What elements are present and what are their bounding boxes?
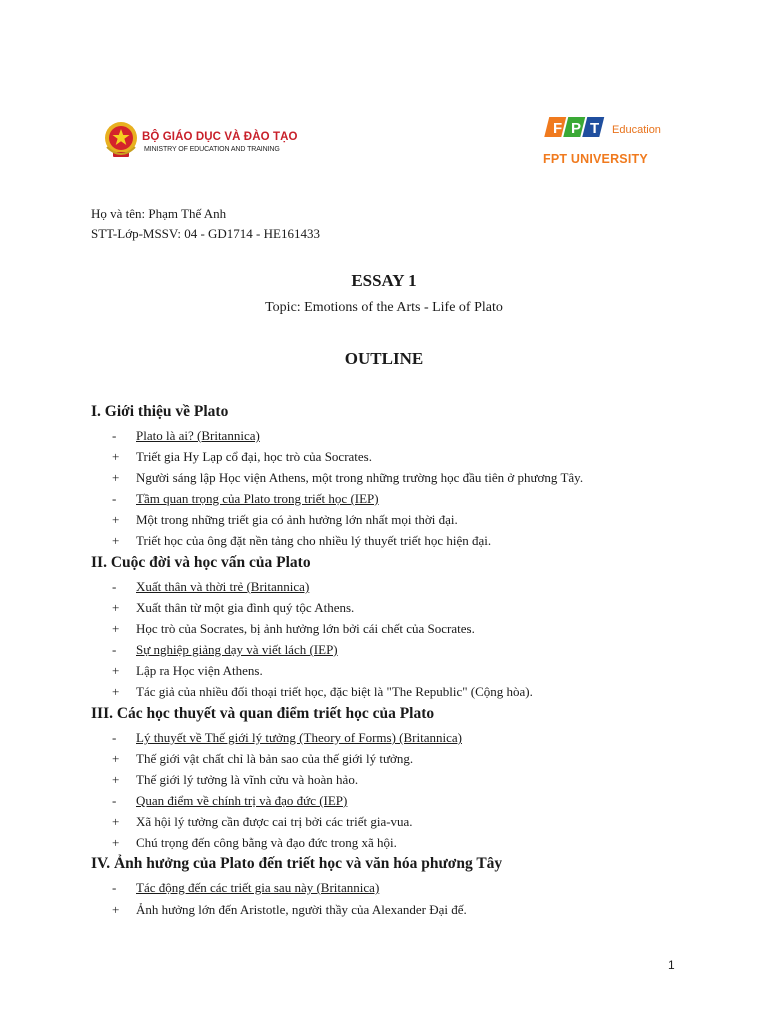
list-item: [112, 449, 372, 465]
list-marker: -: [112, 730, 117, 745]
item-text: Triết học của ông đặt nền tảng cho nhiều lý thuyết triết học hiện đại.: [136, 533, 492, 548]
list-marker: +: [112, 663, 120, 678]
list-marker: +: [112, 684, 120, 699]
list-item: [112, 600, 354, 616]
list-marker: +: [112, 835, 120, 850]
subheading-text: Quan điểm về chính trị và đạo đức (IEP): [136, 793, 348, 808]
list-marker: +: [112, 814, 120, 829]
subheading-text: Sự nghiệp giảng dạy và viết lách (IEP): [136, 642, 338, 657]
svg-text:F: F: [553, 120, 563, 137]
list-marker: +: [112, 470, 120, 485]
fpt-logo-icon: [540, 114, 612, 142]
list-item: [112, 835, 397, 851]
list-marker: +: [112, 600, 120, 615]
essay-topic: Topic: Emotions of the Arts - Life of Plato: [265, 300, 503, 315]
svg-text:T: T: [590, 120, 600, 137]
list-item: [112, 730, 462, 746]
subheading-text: Tác động đến các triết gia sau này (Britannica): [136, 880, 380, 895]
section-heading: IV. Ảnh hưởng của Plato đến triết học và văn hóa phương Tây: [91, 855, 503, 872]
student-name: Họ và tên: Phạm Thế Anh: [91, 206, 227, 221]
page-number: 1: [668, 958, 675, 972]
fpt-university-label: FPT UNIVERSITY: [543, 152, 648, 166]
section-heading: I. Giới thiệu về Plato: [91, 403, 229, 420]
list-marker: -: [112, 793, 117, 808]
list-item: [112, 772, 358, 788]
list-marker: +: [112, 533, 120, 548]
list-item: [112, 814, 413, 830]
subheading-text: Xuất thân và thời trẻ (Britannica): [136, 579, 310, 594]
list-item: [112, 642, 338, 658]
list-marker: +: [112, 902, 120, 917]
item-text: Thế giới lý tưởng là vĩnh cửu và hoàn hảo.: [136, 772, 359, 787]
fpt-education-label: Education: [612, 124, 661, 136]
list-item: [112, 902, 467, 918]
list-item: [112, 880, 379, 896]
item-text: Người sáng lập Học viện Athens, một trong những trường học đầu tiên ở phương Tây.: [136, 470, 584, 485]
list-item: [112, 512, 458, 528]
essay-title: ESSAY 1: [351, 271, 417, 290]
list-item: [112, 751, 413, 767]
list-item: [112, 533, 491, 549]
ministry-title: BỘ GIÁO DỤC VÀ ĐÀO TẠO: [142, 131, 298, 143]
list-marker: +: [112, 449, 120, 464]
ministry-subtitle: MINISTRY OF EDUCATION AND TRAINING: [144, 146, 280, 153]
list-marker: +: [112, 772, 120, 787]
fpt-logo: [540, 114, 680, 168]
section-heading: II. Cuộc đời và học vấn của Plato: [91, 554, 311, 571]
item-text: Học trò của Socrates, bị ảnh hưởng lớn bởi cái chết của Socrates.: [136, 621, 475, 636]
list-marker: +: [112, 621, 120, 636]
list-item: [112, 428, 260, 444]
list-marker: -: [112, 428, 117, 443]
subheading-text: Plato là ai? (Britannica): [136, 428, 260, 443]
list-marker: -: [112, 491, 117, 506]
item-text: Triết gia Hy Lạp cổ đại, học trò của Socrates.: [136, 449, 372, 464]
item-text: Một trong những triết gia có ảnh hưởng lớn nhất mọi thời đại.: [136, 512, 458, 527]
list-item: [112, 684, 533, 700]
list-item: [112, 491, 379, 507]
list-item: [112, 470, 583, 486]
item-text: Xuất thân từ một gia đình quý tộc Athens.: [136, 600, 355, 615]
student-id: STT-Lớp-MSSV: 04 - GD1714 - HE161433: [91, 226, 320, 241]
item-text: Tác giả của nhiều đối thoại triết học, đặc biệt là "The Republic" (Cộng hòa).: [136, 684, 533, 699]
list-marker: -: [112, 880, 117, 895]
subheading-text: Tầm quan trọng của Plato trong triết học (IEP): [136, 491, 379, 506]
outline-title: OUTLINE: [344, 349, 424, 368]
list-item: [112, 793, 347, 809]
item-text: Ảnh hưởng lớn đến Aristotle, người thầy của Alexander Đại đế.: [136, 902, 467, 917]
svg-text:P: P: [571, 120, 582, 137]
list-item: [112, 621, 475, 637]
subheading-text: Lý thuyết về Thế giới lý tưởng (Theory of Forms) (Britannica): [136, 730, 462, 745]
item-text: Thế giới vật chất chỉ là bản sao của thế giới lý tưởng.: [136, 751, 414, 766]
list-marker: +: [112, 751, 120, 766]
item-text: Chú trọng đến công bằng và đạo đức trong xã hội.: [136, 835, 397, 850]
item-text: Lập ra Học viện Athens.: [136, 663, 263, 678]
list-marker: +: [112, 512, 120, 527]
item-text: Xã hội lý tưởng cần được cai trị bởi các triết gia-vua.: [136, 814, 413, 829]
list-marker: -: [112, 579, 117, 594]
list-marker: -: [112, 642, 117, 657]
ministry-logo: [104, 121, 304, 161]
national-emblem-icon: [104, 121, 138, 159]
section-heading: III. Các học thuyết và quan điểm triết học của Plato: [91, 705, 435, 722]
list-item: [112, 579, 309, 595]
list-item: [112, 663, 263, 679]
